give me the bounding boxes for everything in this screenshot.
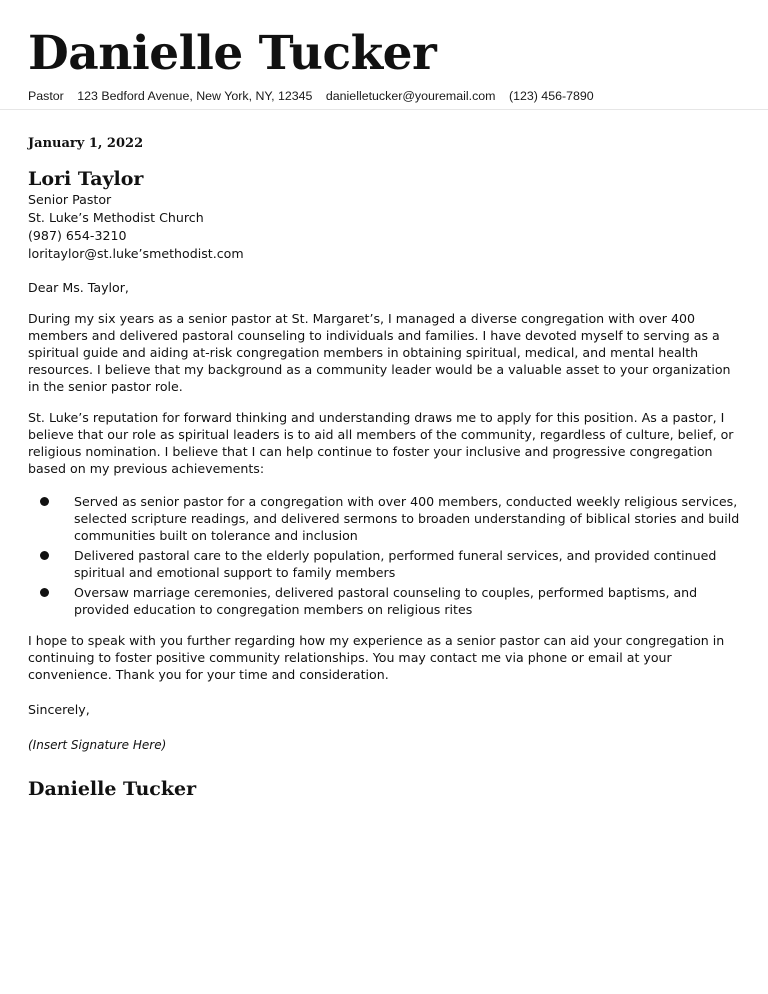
sign-off: Sincerely, (28, 702, 90, 717)
list-item (28, 547, 740, 581)
recipient-email: loritaylor@st.luke’smethodist.com (28, 246, 244, 261)
sender-email: danielletucker@youremail.com (325, 89, 496, 103)
achievements-list (28, 493, 740, 618)
signature-placeholder: (Insert Signature Here) (28, 738, 167, 752)
list-item (28, 584, 740, 618)
signer-name: Danielle Tucker (28, 778, 197, 800)
sender-address: 123 Bedford Avenue, New York, NY, 12345 (77, 89, 313, 103)
recipient-name: Lori Taylor (28, 168, 144, 190)
contact-line (28, 89, 740, 103)
closing-paragraph: I hope to speak with you further regarding how my experience as a senior pastor can aid your congregation in continuing to foster positive community relationships. You may contact me via phone or email at your convenience. Thank you for your time and consideration. (28, 633, 725, 682)
bullet-icon (40, 497, 49, 506)
sender-title: Pastor (28, 89, 64, 103)
sender-phone: (123) 456-7890 (508, 89, 594, 103)
recipient-title: Senior Pastor (28, 192, 112, 207)
sender-name: Danielle Tucker (28, 26, 437, 81)
list-item-text: Served as senior pastor for a congregation with over 400 members, conducted weekly religious services, selected scripture readings, and delivered sermons to broaden understanding of biblical stories and build communities built on tolerance and inclusion (74, 494, 740, 543)
recipient-phone: (987) 654-3210 (28, 228, 127, 243)
letter-date: January 1, 2022 (28, 136, 144, 151)
body-paragraph: During my six years as a senior pastor at St. Margaret’s, I managed a diverse congregation with over 400 members and delivered pastoral counseling to individuals and families. I have devoted myself to serving as a spiritual guide and aiding at-risk congregation members in obtaining spiritual, medical, and mental health resources. I believe that my background as a community leader would be a valuable asset to your organization in the senior pastor role. (28, 311, 731, 394)
greeting: Dear Ms. Taylor, (28, 280, 129, 295)
list-item (28, 493, 740, 544)
body-paragraph: St. Luke’s reputation for forward thinking and understanding draws me to apply for this position. As a pastor, I believe that our role as spiritual leaders is to aid all members of the community, regardless of culture, belief, or religious nomination. I believe that I can help continue to foster your inclusive and progressive congregation based on my previous achievements: (28, 410, 734, 476)
letter-header (0, 0, 768, 110)
bullet-icon (40, 551, 49, 560)
recipient-organization: St. Luke’s Methodist Church (28, 210, 204, 225)
bullet-icon (40, 588, 49, 597)
list-item-text: Oversaw marriage ceremonies, delivered pastoral counseling to couples, performed baptisms, and provided education to congregation members on religious rites (74, 585, 698, 617)
letter-body (0, 136, 768, 800)
list-item-text: Delivered pastoral care to the elderly population, performed funeral services, and provided continued spiritual and emotional support to family members (74, 548, 717, 580)
